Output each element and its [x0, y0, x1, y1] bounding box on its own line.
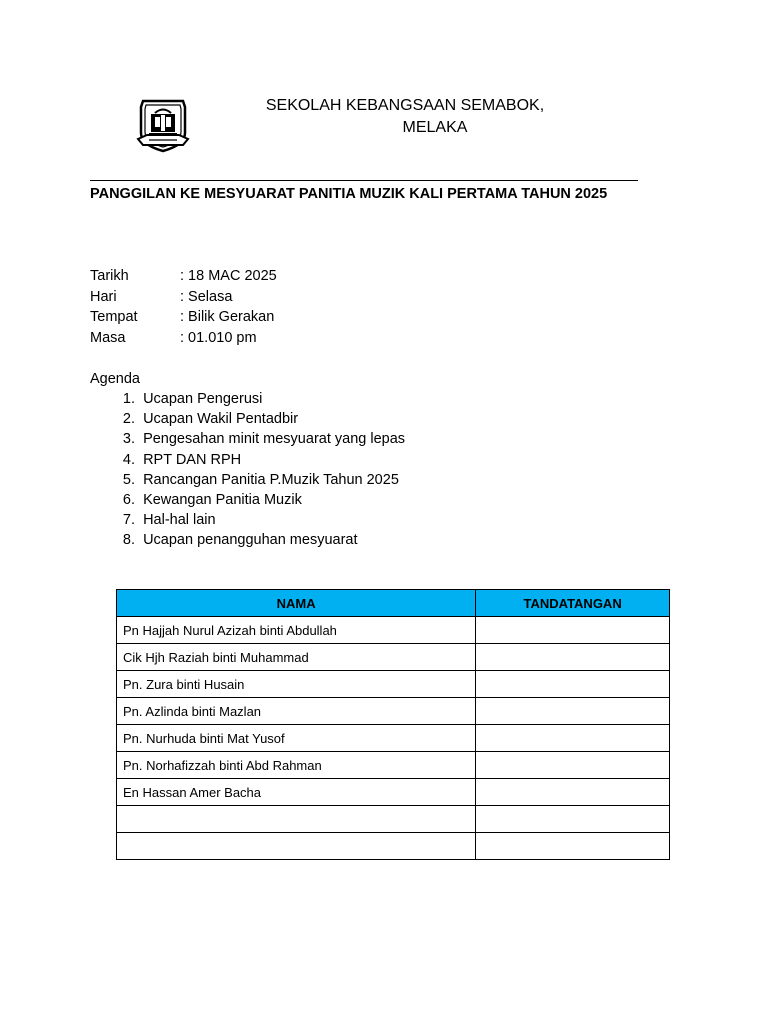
detail-label: Tempat [90, 309, 138, 325]
header-divider [90, 180, 638, 181]
signature-cell[interactable] [476, 725, 670, 752]
agenda-text: Rancangan Panitia P.Muzik Tahun 2025 [143, 471, 399, 488]
name-cell: Pn. Zura binti Husain [117, 671, 476, 698]
agenda-item [90, 490, 405, 510]
agenda-number: 5. [122, 471, 135, 488]
agenda-item [90, 389, 405, 409]
name-cell: En Hassan Amer Bacha [117, 779, 476, 806]
school-name [200, 95, 610, 139]
signature-cell[interactable] [476, 833, 670, 860]
table-row [117, 617, 670, 644]
detail-label: Hari [90, 288, 117, 305]
document-title: PANGGILAN KE MESYUARAT PANITIA MUZIK KALI PERTAMA TAHUN 2025 [90, 186, 608, 202]
name-cell[interactable] [117, 806, 476, 833]
table-row [117, 752, 670, 779]
agenda-text: Ucapan Pengerusi [143, 391, 263, 407]
school-crest-icon [135, 95, 191, 155]
signature-cell[interactable] [476, 752, 670, 779]
detail-label: Tarikh [90, 268, 129, 284]
school-name-line1: SEKOLAH KEBANGSAAN SEMABOK, [265, 97, 545, 114]
agenda-list [90, 389, 405, 551]
table-header-row [117, 590, 670, 617]
name-cell: Pn. Azlinda binti Mazlan [117, 698, 476, 725]
agenda-number: 1. [122, 391, 135, 407]
table-row [117, 644, 670, 671]
agenda-text: RPT DAN RPH [143, 451, 242, 468]
signature-cell[interactable] [476, 806, 670, 833]
agenda-text: Pengesahan minit mesyuarat yang lepas [143, 431, 406, 448]
agenda-number: 8. [122, 532, 135, 549]
signature-cell[interactable] [476, 779, 670, 806]
name-cell: Pn Hajjah Nurul Azizah binti Abdullah [117, 617, 476, 644]
table-row [117, 671, 670, 698]
detail-value: : 18 MAC 2025 [180, 268, 277, 284]
detail-row-place [90, 307, 277, 328]
name-cell: Pn. Nurhuda binti Mat Yusof [117, 725, 476, 752]
agenda-number: 7. [122, 512, 135, 529]
agenda-item [90, 409, 405, 429]
agenda-number: 6. [122, 491, 135, 508]
signature-cell[interactable] [476, 671, 670, 698]
detail-label: Masa [90, 329, 126, 346]
table-row [117, 698, 670, 725]
name-cell[interactable] [117, 833, 476, 860]
agenda-item [90, 510, 405, 530]
attendance-table [116, 589, 670, 860]
detail-value: : Bilik Gerakan [180, 309, 275, 325]
meeting-details [90, 266, 277, 348]
name-cell: Pn. Norhafizzah binti Abd Rahman [117, 752, 476, 779]
agenda-item [90, 470, 405, 490]
detail-value: : Selasa [180, 288, 233, 305]
school-name-line2: MELAKA [402, 119, 468, 136]
signature-cell[interactable] [476, 644, 670, 671]
name-cell: Cik Hjh Raziah binti Muhammad [117, 644, 476, 671]
signature-cell[interactable] [476, 617, 670, 644]
agenda-number: 2. [122, 411, 135, 428]
signature-cell[interactable] [476, 698, 670, 725]
agenda-number: 3. [122, 431, 135, 448]
detail-row-day [90, 287, 277, 308]
table-row [117, 833, 670, 860]
agenda-item [90, 429, 405, 449]
detail-row-date [90, 266, 277, 287]
agenda-text: Kewangan Panitia Muzik [143, 491, 302, 508]
table-row [117, 806, 670, 833]
column-header-name: NAMA [117, 590, 476, 617]
agenda-text: Ucapan penangguhan mesyuarat [143, 532, 358, 549]
agenda-text: Ucapan Wakil Pentadbir [143, 411, 299, 428]
table-row [117, 779, 670, 806]
agenda-item [90, 450, 405, 470]
column-header-signature: TANDATANGAN [476, 590, 670, 617]
detail-value: : 01.010 pm [180, 329, 257, 346]
agenda-heading: Agenda [90, 371, 140, 387]
detail-row-time [90, 328, 277, 349]
agenda-number: 4. [122, 451, 135, 468]
agenda-text: Hal-hal lain [143, 512, 216, 529]
agenda-item [90, 530, 405, 550]
table-row [117, 725, 670, 752]
